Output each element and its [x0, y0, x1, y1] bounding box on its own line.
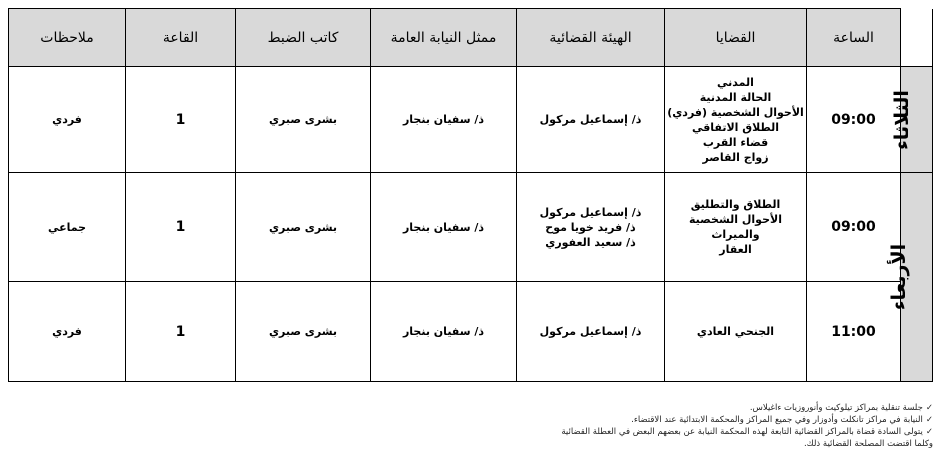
day-label: الأربعاء — [887, 243, 910, 311]
footnote — [561, 438, 933, 450]
header-clerk: كاتب الضبط — [236, 9, 371, 67]
prosecution-cell: ذ/ سفيان بنجار — [371, 67, 517, 173]
footnotes — [561, 402, 933, 450]
clerk-cell: بشرى صبري — [236, 282, 371, 382]
notes-cell: فردي — [9, 282, 126, 382]
header-row — [9, 9, 933, 67]
judge-name: ذ/ سعيد العفوري — [545, 235, 636, 249]
clerk-cell: بشرى صبري — [236, 173, 371, 282]
footnote-text: جلسة تنقلية بمراكز تيلوكيت وأنوروزيات ءاغيلاس. — [749, 403, 923, 413]
time-cell: 11:00 — [807, 282, 901, 382]
header-time: الساعة — [807, 9, 901, 67]
panel-cell — [517, 282, 665, 382]
footnote — [561, 426, 933, 438]
footnote-text: النيابة في مراكز تانكلت وأدوزار وفي جميع المراكز والمحكمة الابتدائية عند الاقتضاء. — [631, 415, 923, 425]
judge-name: ذ/ إسماعيل مركول — [539, 325, 642, 338]
footnote-text: وكلما اقتضت المصلحة القضائية ذلك. — [803, 439, 933, 449]
check-icon: ✓ — [925, 427, 933, 437]
time-cell: 09:00 — [807, 173, 901, 282]
cases-cell — [665, 67, 807, 173]
prosecution-cell: ذ/ سفيان بنجار — [371, 282, 517, 382]
notes-cell: جماعي — [9, 173, 126, 282]
panel-cell — [517, 173, 665, 282]
check-icon: ✓ — [925, 403, 933, 413]
header-day-blank — [901, 9, 933, 67]
table-row — [9, 282, 933, 382]
table-row — [9, 173, 933, 282]
case-item: قضاء القرب — [702, 135, 769, 149]
table-row — [9, 67, 933, 173]
case-item: زواج القاصر — [702, 150, 769, 164]
cases-cell — [665, 282, 807, 382]
footnote — [561, 414, 933, 426]
panel-cell — [517, 67, 665, 173]
case-item: الحالة المدنية — [699, 90, 772, 104]
judge-name: ذ/ إسماعيل مركول — [539, 113, 642, 126]
judge-name: ذ/ فريد خويا موح — [545, 220, 636, 234]
clerk-cell: بشرى صبري — [236, 67, 371, 173]
room-cell: 1 — [126, 67, 236, 173]
time-cell: 09:00 — [807, 67, 901, 173]
room-cell: 1 — [126, 173, 236, 282]
hearing-schedule-table — [8, 8, 933, 382]
header-panel: الهيئة القضائية — [517, 9, 665, 67]
notes-cell: فردي — [9, 67, 126, 173]
day-cell-tuesday — [891, 67, 933, 173]
case-item: الطلاق والتطليق — [690, 198, 781, 211]
footnote-text: يتولى السادة قضاة بالمراكز القضائية التابعة لهذه المحكمة النيابة عن بعضهم البعض في العطلة القضائية — [561, 427, 923, 437]
room-cell: 1 — [126, 282, 236, 382]
case-item: الأحوال الشخصية (فردي) — [667, 105, 804, 119]
case-item: الجنحي العادي — [696, 325, 775, 338]
header-room: القاعة — [126, 9, 236, 67]
header-notes: ملاحظات — [9, 9, 126, 67]
day-cell-wednesday — [887, 173, 933, 382]
case-item: المدني — [717, 75, 754, 89]
header-prosecution: ممثل النيابة العامة — [371, 9, 517, 67]
header-cases: القضايا — [665, 9, 807, 67]
cases-cell — [665, 173, 807, 282]
prosecution-cell: ذ/ سفيان بنجار — [371, 173, 517, 282]
footnote — [561, 402, 933, 414]
check-icon: ✓ — [925, 415, 933, 425]
case-item: الأحوال الشخصية والميراث — [689, 213, 782, 241]
judge-name: ذ/ إسماعيل مركول — [539, 205, 642, 219]
day-label: الثلاثاء — [891, 89, 914, 150]
case-item: الطلاق الاتفاقي — [691, 120, 780, 134]
case-item: العقار — [719, 243, 752, 256]
